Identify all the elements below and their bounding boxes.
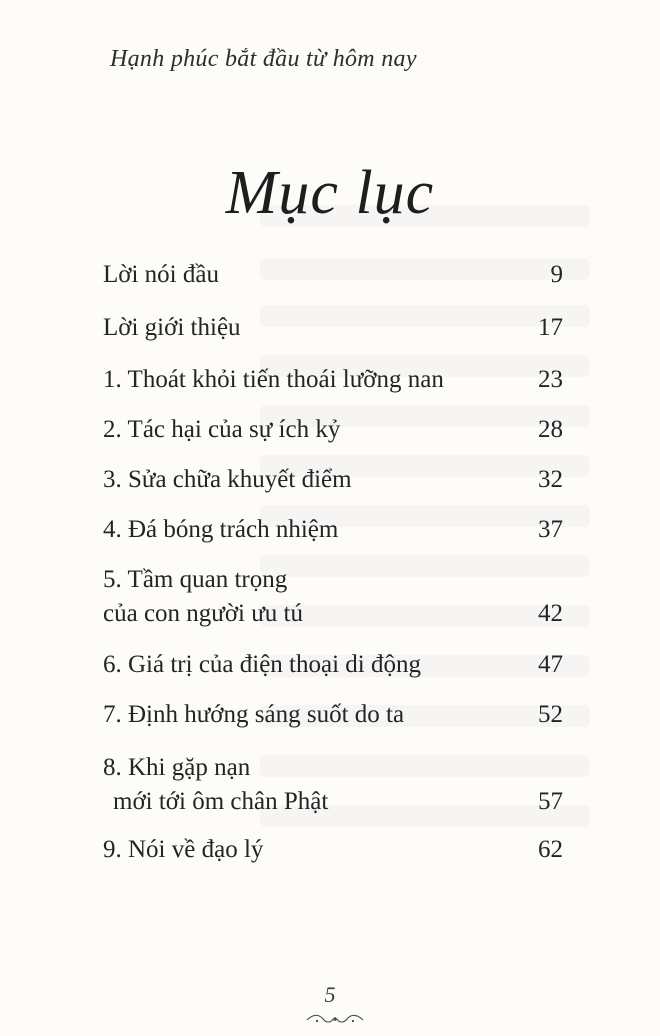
toc-entry[interactable] — [103, 833, 563, 867]
toc-entry[interactable] — [103, 258, 563, 292]
scroll-flourish-ornament-icon — [305, 1012, 365, 1026]
toc-entry-title — [103, 563, 303, 631]
toc-entry-page: 62 — [538, 836, 563, 863]
toc-entry[interactable] — [103, 513, 563, 547]
toc-entry[interactable] — [103, 363, 563, 397]
toc-entry-page: 23 — [538, 366, 563, 393]
toc-entry-title-line2: của con người ưu tú — [103, 600, 303, 627]
toc-entry-title-line1: 5. Tầm quan trọng — [103, 566, 288, 593]
toc-entry-title: 1. Thoát khỏi tiến thoái lưỡng nan — [103, 366, 444, 393]
toc-entry-page: 17 — [538, 314, 563, 341]
running-head: Hạnh phúc bắt đầu từ hôm nay — [110, 46, 417, 72]
toc-entry-title: 6. Giá trị của điện thoại di động — [103, 651, 421, 678]
page-title: Mục lục — [225, 159, 435, 227]
toc-entry[interactable] — [103, 413, 563, 447]
toc-entry-page: 28 — [538, 416, 563, 443]
toc-entry-title: 9. Nói về đạo lý — [103, 836, 264, 863]
toc-entry[interactable] — [103, 563, 563, 631]
toc-entry[interactable] — [103, 751, 563, 819]
toc-entry-title — [103, 751, 328, 819]
toc-entry-title: 3. Sửa chữa khuyết điểm — [103, 466, 352, 493]
toc-entry-page: 32 — [538, 466, 563, 493]
toc-entry-title: Lời giới thiệu — [103, 314, 241, 341]
toc-entry-page: 37 — [538, 516, 563, 543]
toc-entry[interactable] — [103, 311, 563, 345]
toc-entry-title-line1: 8. Khi gặp nạn — [103, 754, 251, 781]
toc-entry[interactable] — [103, 463, 563, 497]
toc-entry[interactable] — [103, 698, 563, 732]
toc-entry-title-line2: mới tới ôm chân Phật — [113, 788, 329, 815]
toc-entry-title: 2. Tác hại của sự ích kỷ — [103, 416, 341, 443]
page-number: 5 — [324, 982, 336, 1007]
toc-entry-title: Lời nói đầu — [103, 261, 219, 288]
toc-entry-page: 42 — [538, 600, 563, 627]
toc-entry-title: 4. Đá bóng trách nhiệm — [103, 516, 339, 543]
toc-entry-page: 52 — [538, 701, 563, 728]
toc-entry[interactable] — [103, 648, 563, 682]
toc-entry-page: 9 — [550, 261, 563, 288]
toc-entry-page: 57 — [538, 788, 563, 815]
toc-entry-title: 7. Định hướng sáng suốt do ta — [103, 701, 405, 728]
toc-entry-page: 47 — [538, 651, 563, 678]
